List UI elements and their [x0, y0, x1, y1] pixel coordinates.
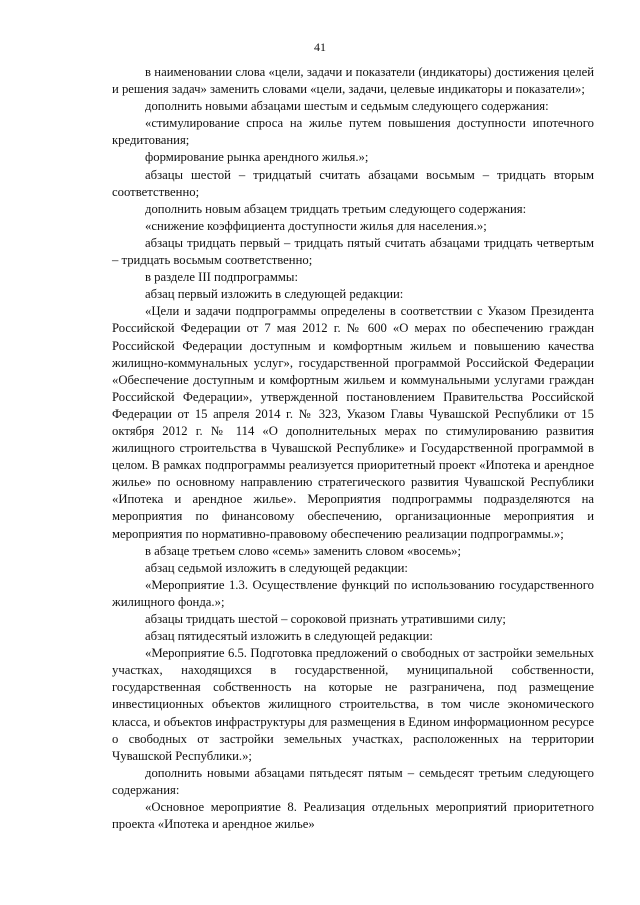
paragraph: абзац седьмой изложить в следующей редакции:: [145, 560, 408, 575]
paragraph: «Цели и задачи подпрограммы определены в соответствии с Указом Президента Российской Федерации от 7 мая 2012 г. № 600 «О мерах по обеспечению граждан Российской Федерации доступным и комфортным жильем и повышению качества жилищно-коммунальных услуг», государственной программой Российской Федерации «Обеспечение доступным и комфортным жильем и коммунальными услугами граждан Российской Федерации», утвержденной постановлением Правительства Российской Федерации от 15 апреля 2014 г. № 323, Указом Главы Чувашской Республики от 15 октября 2012 г. № 114 «О дополнительных мерах по стимулированию развития жилищного строительства в Чувашской Республике» и Государственной программой в целом. В рамках подпрограммы реализуется приоритетный проект «Ипотека и арендное жилье» по основному направлению стратегического развития Чувашской Республики «Ипотека и арендное жилье». Мероприятия подпрограммы подразделяются на мероприятия по финансовому обеспечению, организационные мероприятия и мероприятия по нормативно-правовому обеспечению реализации подпрограммы.»;: [112, 304, 594, 541]
paragraph: «Мероприятие 1.3. Осуществление функций по использованию государственного жилищного фонда.»;: [112, 577, 594, 609]
paragraph: в абзаце третьем слово «семь» заменить словом «восемь»;: [145, 543, 462, 558]
paragraph: «снижение коэффициента доступности жилья для населения.»;: [145, 218, 487, 233]
paragraph: «Мероприятие 6.5. Подготовка предложений о свободных от застройки земельных участках, находящихся в государственной, муниципальной собственности, государственная собственность на которые не разграничена, под размещение инвестиционных объектов жилищного строительства, в том числе экономического класса, и объектов инфраструктуры для размещения в Едином информационном ресурсе о свободных от застройки земельных участках, расположенных на территории Чувашской Республики.»;: [112, 646, 594, 763]
paragraph: абзац пятидесятый изложить в следующей редакции:: [145, 629, 433, 644]
paragraph: абзац первый изложить в следующей редакции:: [145, 287, 404, 302]
paragraph: «Основное мероприятие 8. Реализация отдельных мероприятий приоритетного проекта «Ипотека и арендное жилье»: [112, 800, 594, 832]
paragraph: абзацы шестой – тридцатый считать абзацами восьмым – тридцать вторым соответственно;: [112, 167, 594, 199]
document-body: [112, 64, 594, 833]
page-number: 41: [314, 40, 326, 54]
paragraph: в разделе III подпрограммы:: [145, 270, 298, 285]
paragraph: дополнить новыми абзацами пятьдесят пятым – семьдесят третьим следующего содержания:: [112, 765, 594, 797]
paragraph: в наименовании слова «цели, задачи и показатели (индикаторы) достижения целей и решения задач» заменить словами «цели, задачи, целевые индикаторы и показатели»;: [112, 65, 594, 97]
paragraph: формирование рынка арендного жилья.»;: [145, 150, 369, 165]
paragraph: дополнить новым абзацем тридцать третьим следующего содержания:: [145, 201, 527, 216]
paragraph: абзацы тридцать первый – тридцать пятый считать абзацами тридцать четвертым – тридцать восьмым соответственно;: [112, 235, 594, 268]
paragraph: абзацы тридцать шестой – сороковой признать утратившими силу;: [145, 612, 506, 626]
paragraph: дополнить новыми абзацами шестым и седьмым следующего содержания:: [145, 99, 549, 114]
paragraph: «стимулирование спроса на жилье путем повышения доступности ипотечного кредитования;: [112, 116, 594, 148]
